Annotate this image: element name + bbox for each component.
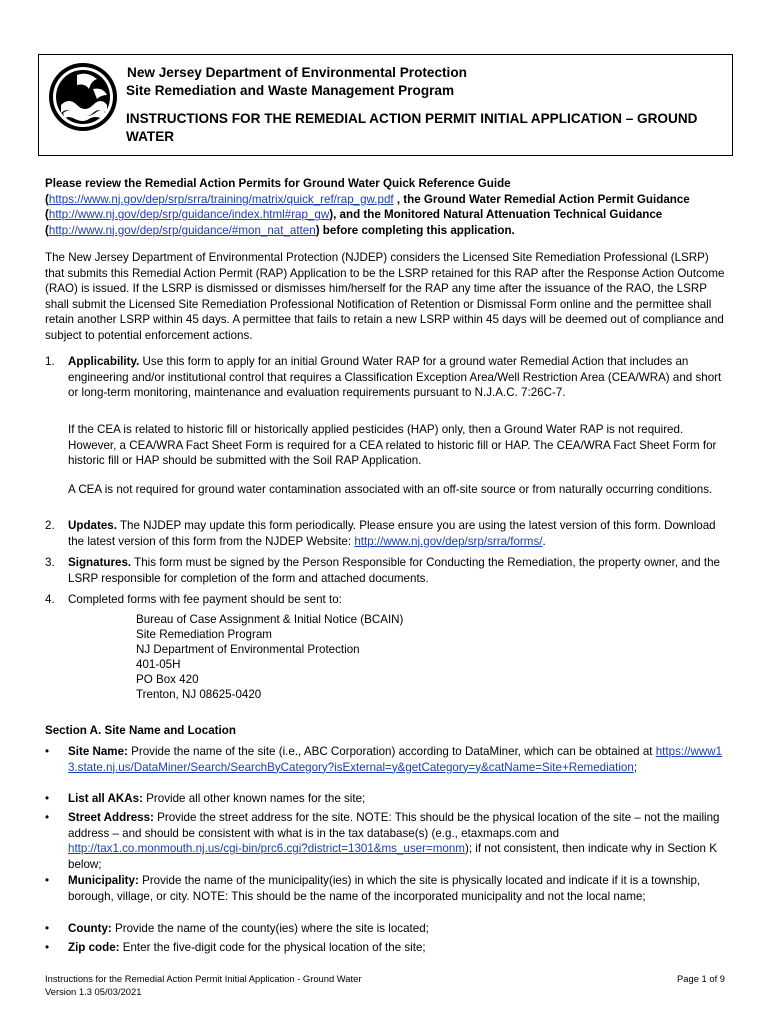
item-number-2: 2.: [45, 519, 55, 532]
applicability-text: Use this form to apply for an initial Ground Water RAP for a ground water Remedial Action that includes an engineering and/or institutional control that requires a Classification Exception Area/Well Restriction Area (CEA/WRA) and short or long-term monitoring, maintenance and evaluation requirements pursuant to N.J.A.C. 7:26C-7.: [68, 355, 722, 400]
address-line: PO Box 420: [136, 673, 199, 686]
akas-item: [68, 791, 728, 807]
review-text-c: ), and the Monitored Natural Attenuation Technical Guidance (: [45, 208, 663, 237]
bullet-icon: •: [45, 811, 50, 824]
header-box: [38, 54, 733, 156]
rap-guidance-link[interactable]: http://www.nj.gov/dep/srp/guidance/index.html#rap_gw: [48, 208, 330, 222]
applicability-p2: If the CEA is related to historic fill or historically applied pesticides (HAP) only, then a Ground Water RAP is not required. However, a CEA/WRA Fact Sheet Form is required for a CEA related to historic fill or HAP. The CEA/WRA Fact Sheet Form for historic fill or HAP should be submitted with the Soil RAP Application.: [68, 423, 717, 468]
site-name-label: Site Name:: [68, 745, 128, 758]
muni-label: Municipality:: [68, 874, 139, 887]
signatures-label: Signatures.: [68, 556, 132, 569]
applicability-p3: A CEA is not required for ground water contamination associated with an off-site source or from naturally occurring conditions.: [68, 483, 713, 496]
item-number-1: 1.: [45, 355, 55, 368]
signatures-text: This form must be signed by the Person Responsible for Conducting the Remediation, the property owner, and the LSRP responsible for completion of the form and attached documents.: [68, 556, 720, 585]
item-number-4: 4.: [45, 593, 55, 606]
forms-link[interactable]: http://www.nj.gov/dep/srp/srra/forms/: [354, 534, 543, 548]
akas-text: Provide all other known names for the site;: [142, 792, 366, 805]
review-text-a: Please review the Remedial Action Permits for Ground Water Quick Reference Guide: [45, 177, 511, 190]
item-number-3: 3.: [45, 556, 55, 569]
quick-reference-link[interactable]: https://www.nj.gov/dep/srp/srra/training/matrix/quick_ref/rap_gw.pdf: [48, 192, 394, 206]
review-text-b: , the Ground Water Remedial Action Permit Guidance (: [45, 192, 690, 222]
zip-text: Enter the five-digit code for the physical location of the site;: [119, 941, 426, 954]
county-label: County:: [68, 922, 112, 935]
street-address-item: [68, 810, 728, 872]
bullet-icon: •: [45, 792, 50, 805]
footer-version: Version 1.3 05/03/2021: [45, 986, 142, 997]
updates-text: The NJDEP may update this form periodically. Please ensure you are using the latest version of this form. Download the latest version of this form from the NJDEP Website:: [68, 519, 716, 548]
address-line: NJ Department of Environmental Protection: [136, 643, 360, 656]
dataminer-link[interactable]: https://www13.state.nj.us/DataMiner/Search/SearchByCategory?isExternal=y&getCategory=y&catName=Site+Remediation: [68, 745, 723, 774]
program-title: Site Remediation and Waste Management Program: [126, 83, 455, 98]
updates-item: [68, 518, 728, 549]
send-text: Completed forms with fee payment should be sent to:: [68, 593, 342, 606]
updates-end: .: [542, 534, 546, 548]
njdep-logo-icon: [47, 61, 119, 133]
department-title: New Jersey Department of Environmental Protection: [127, 65, 467, 80]
address-line: Bureau of Case Assignment & Initial Notice (BCAIN): [136, 613, 404, 626]
mna-guidance-link[interactable]: http://www.nj.gov/dep/srp/guidance/#mon_nat_atten: [48, 223, 316, 237]
section-a-title: Section A. Site Name and Location: [45, 724, 236, 737]
page-number: Page 1 of 9: [677, 973, 725, 984]
signatures-item: [68, 555, 728, 586]
county-text: Provide the name of the county(ies) where the site is located;: [111, 922, 429, 935]
updates-label: Updates.: [68, 519, 117, 532]
akas-label: List all AKAs:: [68, 792, 143, 805]
instructions-title: INSTRUCTIONS FOR THE REMEDIAL ACTION PERMIT INITIAL APPLICATION – GROUND WATER: [126, 111, 698, 144]
street-label: Street Address:: [68, 811, 154, 824]
county-item: [68, 921, 728, 937]
street-text: Provide the street address for the site. NOTE: This should be the physical location of the site – not the mailing address – and should be consistent with what is in the tax database(s) (e.g., etaxmaps.com and: [68, 811, 720, 840]
zip-item: [68, 940, 728, 956]
site-name-text: Provide the name of the site (i.e., ABC Corporation) according to DataMiner, which can be obtained at: [127, 745, 656, 758]
site-name-end: ;: [633, 760, 638, 774]
address-line: Trenton, NJ 08625-0420: [136, 688, 262, 701]
site-name-item: [68, 744, 728, 775]
address-line: Site Remediation Program: [136, 628, 272, 641]
intro-paragraph: The New Jersey Department of Environmental Protection (NJDEP) considers the Licensed Site Remediation Professional (LSRP) that submits this Remedial Action Permit (RAP) Application to be the LSRP retained for this RAP after the Response Action Outcome (RAO) is issued. If the LSRP is dismissed or dismisses him/herself for the RAP any time after the issuance of the RAO, the LSRP shall submit the Licensed Site Remediation Professional Notification of Retention or Dismissal Form online and the permittee shall retain another LSRP within 45 days. A permittee that fails to retain a new LSRP within 45 days will be deemed out of compliance and subject to potential enforcement actions.: [45, 251, 725, 342]
monmouth-tax-link[interactable]: http://tax1.co.monmouth.nj.us/cgi-bin/prc6.cgi?district=1301&ms_user=monm: [68, 842, 465, 856]
footer-title: Instructions for the Remedial Action Permit Initial Application - Ground Water: [45, 973, 362, 984]
bullet-icon: •: [45, 922, 50, 935]
muni-text: Provide the name of the municipality(ies) in which the site is physically located and indicate if it is a township, borough, village, or city. NOTE: This should be the name of the incorporated municipality and not the local name;: [68, 874, 701, 903]
street-end: ); if not consistent, then indicate why in Section K below;: [68, 842, 717, 871]
applicability-item: [68, 354, 728, 401]
applicability-label: Applicability.: [68, 355, 140, 368]
review-paragraph: Please review the Remedial Action Permits for Ground Water Quick Reference Guide (https://www.nj.gov/dep/srp/srra/training/matrix/quick_ref/rap_gw.pdf , the Ground Water Remedial Action Permit Guidance (http://www.nj.gov/dep/srp/guidance/index.html#rap_gw), and the Monitored Natural Attenuation Technical Guidance (http://www.nj.gov/dep/srp/guidance/#mon_nat_atten) before completing this application.: [45, 177, 690, 237]
address-line: 401-05H: [136, 658, 181, 671]
review-text-d: ) before completing this application.: [315, 223, 515, 237]
municipality-item: [68, 873, 728, 904]
bullet-icon: •: [45, 874, 50, 887]
bullet-icon: •: [45, 941, 50, 954]
zip-label: Zip code:: [68, 941, 120, 954]
bullet-icon: •: [45, 745, 50, 758]
